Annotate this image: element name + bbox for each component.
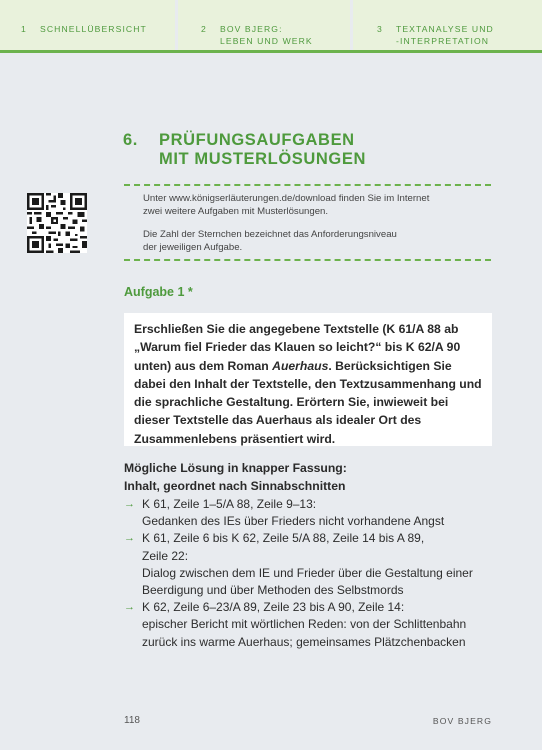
list-item — [124, 496, 504, 530]
section-description: Gedanken des IEs über Frieders nicht vorhandene Angst — [142, 514, 445, 529]
text-reference: K 61, Zeile 6 bis K 62, Zeile 5/A 88, Zeile 14 bis A 89, Zeile 22: — [142, 531, 425, 563]
solution-subtitle: Inhalt, geordnet nach Sinnabschnitten — [124, 479, 346, 493]
section-description: epischer Bericht mit wörtlichen Reden: von der Schlittenbahn zurück ins warme Auerhaus; gemeinsames Plätzchenbacken — [142, 617, 467, 649]
chapter-navigation — [0, 0, 542, 53]
task-text: Erschließen Sie die angegebene Textstelle (K 61/A 88 ab „Warum fiel Frieder das Klauen so leicht?“ bis K 62/A 90 unten) aus dem Roman Auerhaus. Berücksichtigen Sie dabei den Inhalt der Textstelle, den Textzusammenhang und die sprachliche Gestaltung. Erörtern Sie, inwieweit bei dieser Textstelle das Auerhaus als idealer Ort des Zusammenlebens präsentiert wird. — [134, 322, 482, 446]
text-reference: K 61, Zeile 1–5/A 88, Zeile 9–13: — [142, 497, 317, 511]
arrow-right-icon: → — [124, 532, 135, 545]
arrow-right-icon: → — [124, 498, 135, 510]
text-reference: K 62, Zeile 6–23/A 89, Zeile 23 bis A 90, Zeile 14: — [142, 600, 405, 615]
tab-number: 1 — [21, 24, 27, 34]
solution-title: Mögliche Lösung in knapper Fassung: — [124, 461, 347, 475]
difficulty-note: Die Zahl der Sternchen bezeichnet das Anforderungsniveau der jeweiligen Aufgabe. — [143, 229, 397, 253]
tab-label: BOV BJERG: LEBEN UND WERK — [220, 24, 313, 46]
page-number: 118 — [124, 715, 140, 726]
chapter-title: PRÜFUNGSAUFGABEN MIT MUSTERLÖSUNGEN — [159, 131, 366, 168]
list-item — [124, 530, 504, 599]
tab-number: 2 — [201, 24, 207, 34]
tab-schnelluebersicht[interactable] — [0, 0, 175, 50]
list-item — [124, 599, 504, 651]
solution-list — [124, 496, 504, 651]
tab-textanalyse[interactable] — [353, 0, 542, 50]
footer-title: BOV BJERG — [432, 716, 492, 726]
arrow-right-icon: → — [124, 601, 135, 614]
qr-code-icon[interactable] — [27, 193, 87, 253]
divider — [124, 184, 491, 186]
task-box — [124, 313, 492, 446]
nav-underline — [0, 50, 542, 53]
tab-label: TEXTANALYSE UND -INTERPRETATION — [396, 24, 494, 46]
tab-leben-und-werk[interactable] — [178, 0, 350, 50]
task-heading: Aufgabe 1 * — [124, 285, 193, 299]
tab-number: 3 — [377, 24, 383, 34]
chapter-number: 6. — [123, 131, 138, 149]
tab-label: SCHNELLÜBERSICHT — [40, 24, 147, 34]
divider — [124, 259, 491, 261]
section-description: Dialog zwischen dem IE und Frieder über die Gestaltung einer Beerdigung und über Methoden des Selbstmords — [142, 565, 473, 598]
novel-title: Auerhaus — [272, 358, 329, 373]
download-note: Unter www.königserläuterungen.de/download finden Sie im Internet zwei weitere Aufgaben mit Musterlösungen. — [143, 193, 430, 217]
